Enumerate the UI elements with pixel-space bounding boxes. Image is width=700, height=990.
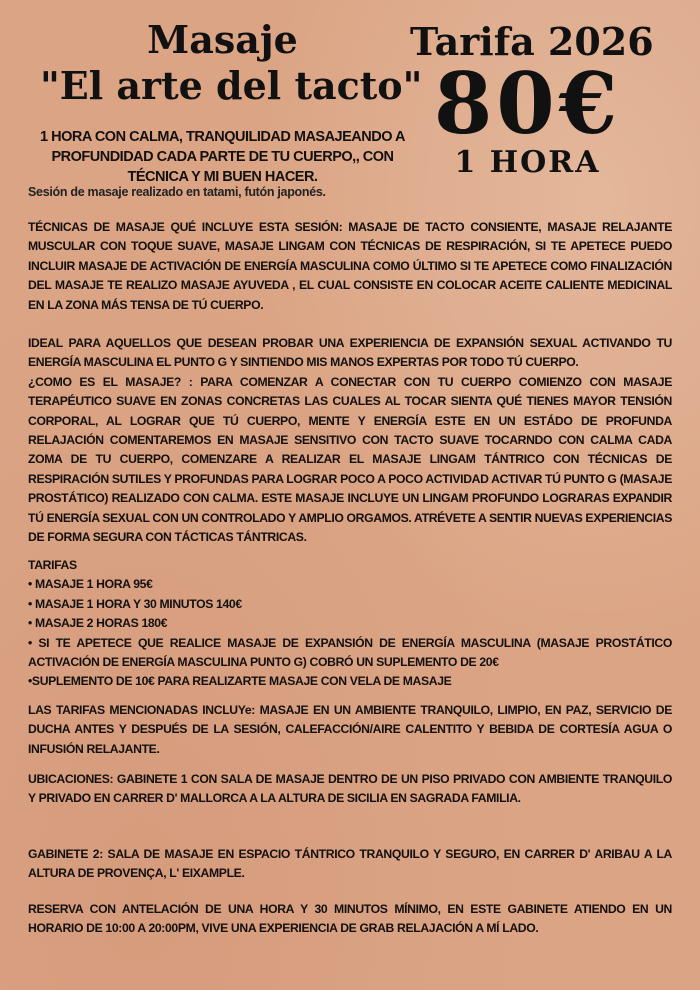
title-arte-del-tacto: "El arte del tacto" [40, 63, 423, 108]
techniques-paragraph [28, 218, 672, 315]
price: 80€ [433, 54, 622, 153]
tarifa-item: • MASAJE 1 HORA 95€ [28, 577, 153, 592]
location2-paragraph [28, 845, 672, 884]
subtitle: 1 HORA CON CALMA, TRANQUILIDAD MASAJEANDO A PROFUNDIDAD CADA PARTE DE TU CUERPO,, CON TÉCNICA Y MI BUEN HACER. [40, 129, 405, 185]
how-text: ¿COMO ES EL MASAJE? : PARA COMENZAR A CONECTAR CON TU CUERPO COMIENZO CON MASAJE TERAPÉUTICO SUAVE EN ZONAS CONCRETAS LAS CUALES AL TOCAR SIENTA QUÉ TIENES MAYOR TENSIÓN CORPORAL, AL LOGRAR QUE TÚ CUERPO, MENTE Y ENERGÍA ESTE EN UN ESTÁDO DE PROFUNDA RELAJACIÓN COMENTAREMOS EN MASAJE SENSITIVO CON TACTO SUAVE TOCARNDO CON CALMA CADA ZOMA DE TU CUERPO, COMENZARE A REALIZAR EL MASAJE LINGAM TÁNTRICO CON TÉCNICAS DE RESPIRACIÓN SUTILES Y PROFUNDAS PARA LOGRAR POCO A POCO ACTIVIDAD ACTIVAR TÚ PUNTO G (MASAJE PROSTÁTICO) REALIZADO CON CALMA. ESTE MASAJE INCLUYE UN LINGAM PROFUNDO LOGRARAS EXPANDIR TÚ ENERGÍA SEXUAL CON UN CONTROLADO Y AMPLIO ORGAMOS. ATRÉVETE A SENTIR NUEVAS EXPERIENCIAS DE FORMA SEGURA CON TÁCTICAS TÁNTRICAS. [28, 374, 672, 545]
tarifas-list [28, 556, 672, 692]
tarifa-item: • SI TE APETECE QUE REALICE MASAJE DE EXPANSIÓN DE ENERGÍA MASCULINA (MASAJE PROSTÁTICO ACTIVACIÓN DE ENERGÍA MASCULINA PUNTO G) COBRÓ UN SUPLEMENTO DE 20€ [28, 635, 672, 670]
location1-text: UBICACIONES: GABINETE 1 CON SALA DE MASAJE DENTRO DE UN PISO PRIVADO CON AMBIENTE TRANQUILO Y PRIVADO EN CARRER D' MALLORCA A LA ALTURA DE SICILIA EN SAGRADA FAMILIA. [28, 772, 672, 806]
tarifas-title: TARIFAS [28, 558, 77, 572]
session-note: Sesión de masaje realizado en tatami, futón japonés. [28, 185, 326, 199]
tarifa-item: •SUPLEMENTO DE 10€ PARA REALIZARTE MASAJE CON VELA DE MASAJE [28, 674, 452, 689]
location2-text: GABINETE 2: SALA DE MASAJE EN ESPACIO TÁNTRICO TRANQUILO Y SEGURO, EN CARRER D' ARIBAU A LA ALTURA DE PROVENÇA, L' EIXAMPLE. [28, 847, 672, 881]
location1-paragraph [28, 770, 672, 809]
duration: 1 HORA [454, 145, 601, 180]
tarifa-item: • MASAJE 2 HORAS 180€ [28, 616, 168, 631]
includes-paragraph [28, 701, 672, 759]
ideal-text: IDEAL PARA AQUELLOS QUE DESEAN PROBAR UNA EXPERIENCIA DE EXPANSIÓN SEXUAL ACTIVANDO TU ENERGÍA MASCULINA EL PUNTO G Y SINTIENDO MIS MANOS EXPERTAS POR TODO TÚ CUERPO. [28, 336, 672, 370]
title-masaje: Masaje [147, 17, 298, 62]
booking-text: RESERVA CON ANTELACIÓN DE UNA HORA Y 30 MINUTOS MÍNIMO, EN ESTE GABINETE ATIENDO EN UN HORARIO DE 10:00 A 20:00PM, VIVE UNA EXPERIENCIA DE GRAB RELAJACIÓN A MÍ LADO. [28, 902, 672, 936]
booking-paragraph [28, 900, 672, 939]
tarifa-item: • MASAJE 1 HORA Y 30 MINUTOS 140€ [28, 596, 242, 611]
includes-text: LAS TARIFAS MENCIONADAS INCLUYe: MASAJE EN UN AMBIENTE TRANQUILO, LIMPIO, EN PAZ, SERVICIO DE DUCHA ANTES Y DESPUÉS DE LA SESIÓN, CALEFACCIÓN/AIRE CALENTITO Y BEBIDA DE CORTESÍA AGUA O INFUSIÓN RELAJANTE. [28, 703, 672, 756]
techniques-text: TÉCNICAS DE MASAJE QUÉ INCLUYE ESTA SESIÓN: MASAJE DE TACTO CONSIENTE, MASAJE RELAJANTE MUSCULAR CON TOQUE SUAVE, MASAJE LINGAM CON TÉCNICAS DE RESPIRACIÓN, SI TE APETECE PUEDO INCLUIR MASAJE DE ACTIVACIÓN DE ENERGÍA MASCULINA COMO ÚLTIMO SI TE APETECE COMO FINALIZACIÓN DEL MASAJE TE REALIZO MASAJE AYUVEDA , EL CUAL CONSISTE EN COLOCAR ACEITE CALIENTE MEDICINAL EN LA ZONA MÁS TENSA DE TÚ CUERPO. [28, 220, 672, 312]
description-block [28, 334, 672, 547]
tarifa-label: Tarifa 2026 [410, 19, 654, 64]
